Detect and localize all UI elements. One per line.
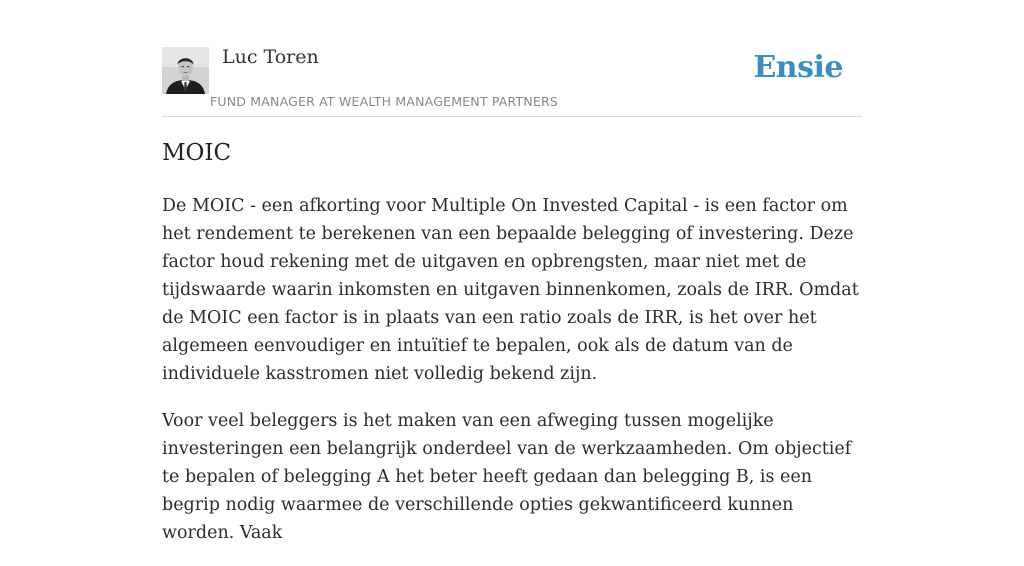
author-role: FUND MANAGER AT WEALTH MANAGEMENT PARTNERS — [210, 94, 559, 109]
author-header — [162, 44, 862, 117]
author-avatar[interactable] — [162, 47, 209, 94]
ensie-logo[interactable]: Ensie — [753, 50, 843, 85]
article-paragraph: Voor veel beleggers is het maken van een afweging tussen mogelijke investeringen een belangrijk onderdeel van de werkzaamheden. Om objectief te bepalen of belegging A het beter heeft gedaan dan belegging B, is een begrip nodig waarmee de verschillende opties gekwantificeerd kunnen worden. Vaak — [162, 411, 852, 543]
article-paragraph: De MOIC - een afkorting voor Multiple On Invested Capital - is een factor om het rendement te berekenen van een bepaalde belegging of investering. Deze factor houd rekening met de uitgaven en opbrengsten, maar niet met de tijdswaarde waarin inkomsten en uitgaven binnenkomen, zoals de IRR. Omdat de MOIC een factor is in plaats van een ratio zoals de IRR, is het over het algemeen eenvoudiger en intuïtief te bepalen, ook als de datum van de individuele kasstromen niet volledig bekend zijn. — [162, 196, 859, 384]
article-title: MOIC — [162, 140, 232, 166]
article-body — [162, 192, 867, 566]
author-name[interactable]: Luc Toren — [222, 46, 319, 68]
author-photo — [162, 47, 209, 94]
